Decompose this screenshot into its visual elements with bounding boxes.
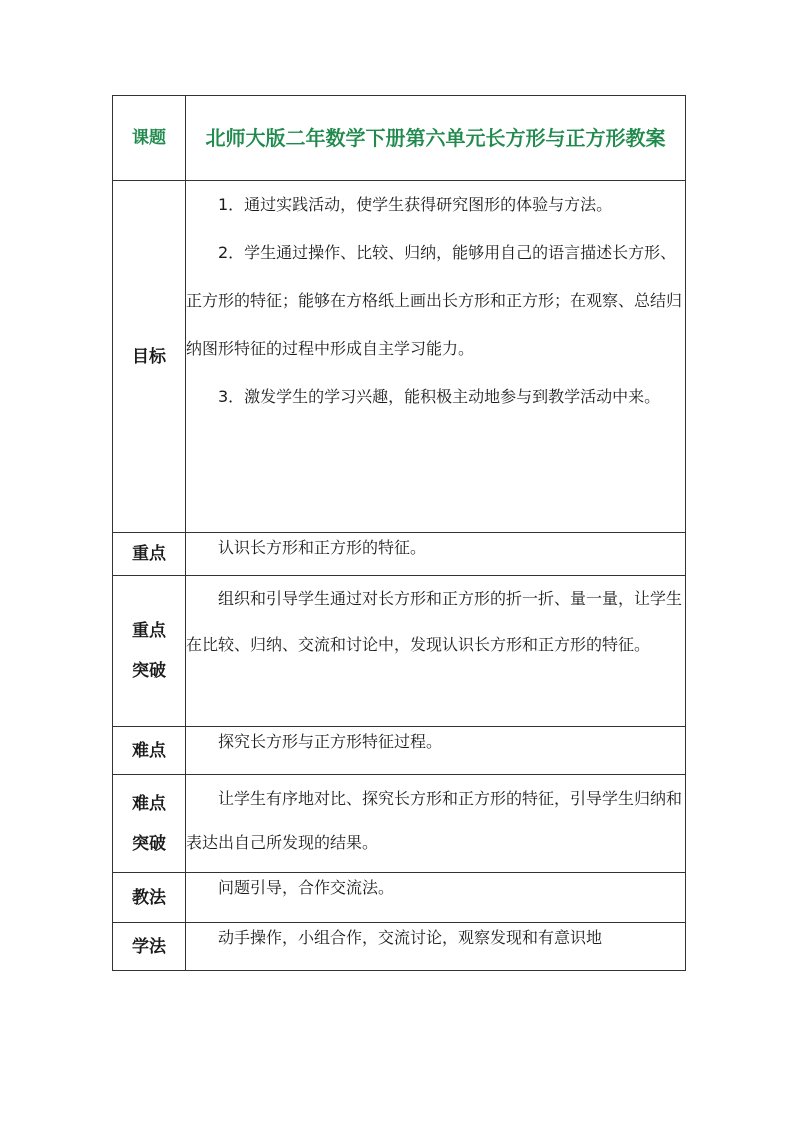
key-breakthrough-text: 组织和引导学生通过对长方形和正方形的折一折、量一量，让学生在比较、归纳、交流和讨论中，发现认识长方形和正方形的特征。 xyxy=(186,589,683,654)
goal-item-3: 3．激发学生的学习兴趣，能积极主动地参与到教学活动中来。 xyxy=(218,387,661,406)
teaching-method-label: 教法 xyxy=(132,887,166,908)
learning-method-text: 动手操作，小组合作，交流讨论，观察发现和有意识地 xyxy=(218,928,603,947)
difficulty-text: 探究长方形与正方形特征过程。 xyxy=(218,732,443,751)
difficulty-label: 难点 xyxy=(132,740,166,761)
title-content-cell xyxy=(186,96,686,181)
document-title: 北师大版二年数学下册第六单元长方形与正方形教案 xyxy=(205,126,666,150)
table-row-difficulty xyxy=(113,727,686,775)
key-breakthrough-label-line2: 突破 xyxy=(132,661,166,681)
key-point-text: 认识长方形和正方形的特征。 xyxy=(218,538,427,557)
difficulty-breakthrough-label-line2: 突破 xyxy=(132,833,166,854)
learning-method-content-cell xyxy=(186,923,686,971)
key-breakthrough-label-cell xyxy=(113,576,186,727)
table-row-learning-method xyxy=(113,923,686,971)
key-point-content-cell xyxy=(186,533,686,576)
table-row-teaching-method xyxy=(113,873,686,923)
goal-item-1: 1．通过实践活动，使学生获得研究图形的体验与方法。 xyxy=(218,195,613,214)
table-row-key-breakthrough xyxy=(113,576,686,727)
table-row-title xyxy=(113,96,686,181)
table-row-difficulty-breakthrough xyxy=(113,775,686,873)
table-row-goal xyxy=(113,181,686,533)
key-breakthrough-label-line1: 重点 xyxy=(132,621,166,641)
goal-label: 目标 xyxy=(132,346,166,367)
difficulty-breakthrough-content-cell xyxy=(186,775,686,873)
difficulty-label-cell xyxy=(113,727,186,775)
key-breakthrough-content-cell xyxy=(186,576,686,727)
learning-method-label: 学法 xyxy=(132,936,166,957)
lesson-plan-table xyxy=(112,95,686,971)
table-row-key-point xyxy=(113,533,686,576)
goal-item-2: 2．学生通过操作、比较、归纳，能够用自己的语言描述长方形、正方形的特征；能够在方格纸上画出长方形和正方形；在观察、总结归纳图形特征的过程中形成自主学习能力。 xyxy=(186,243,683,358)
learning-method-label-cell xyxy=(113,923,186,971)
goal-content-cell xyxy=(186,181,686,533)
teaching-method-text: 问题引导，合作交流法。 xyxy=(218,878,395,897)
key-point-label: 重点 xyxy=(132,544,166,564)
key-point-label-cell xyxy=(113,533,186,576)
goal-label-cell xyxy=(113,181,186,533)
title-label: 课题 xyxy=(132,128,166,148)
difficulty-content-cell xyxy=(186,727,686,775)
difficulty-breakthrough-text: 让学生有序地对比、探究长方形和正方形的特征，引导学生归纳和表达出自己所发现的结果。 xyxy=(186,789,683,852)
title-label-cell xyxy=(113,96,186,181)
teaching-method-label-cell xyxy=(113,873,186,923)
difficulty-breakthrough-label-cell xyxy=(113,775,186,873)
difficulty-breakthrough-label-line1: 难点 xyxy=(132,793,166,814)
teaching-method-content-cell xyxy=(186,873,686,923)
